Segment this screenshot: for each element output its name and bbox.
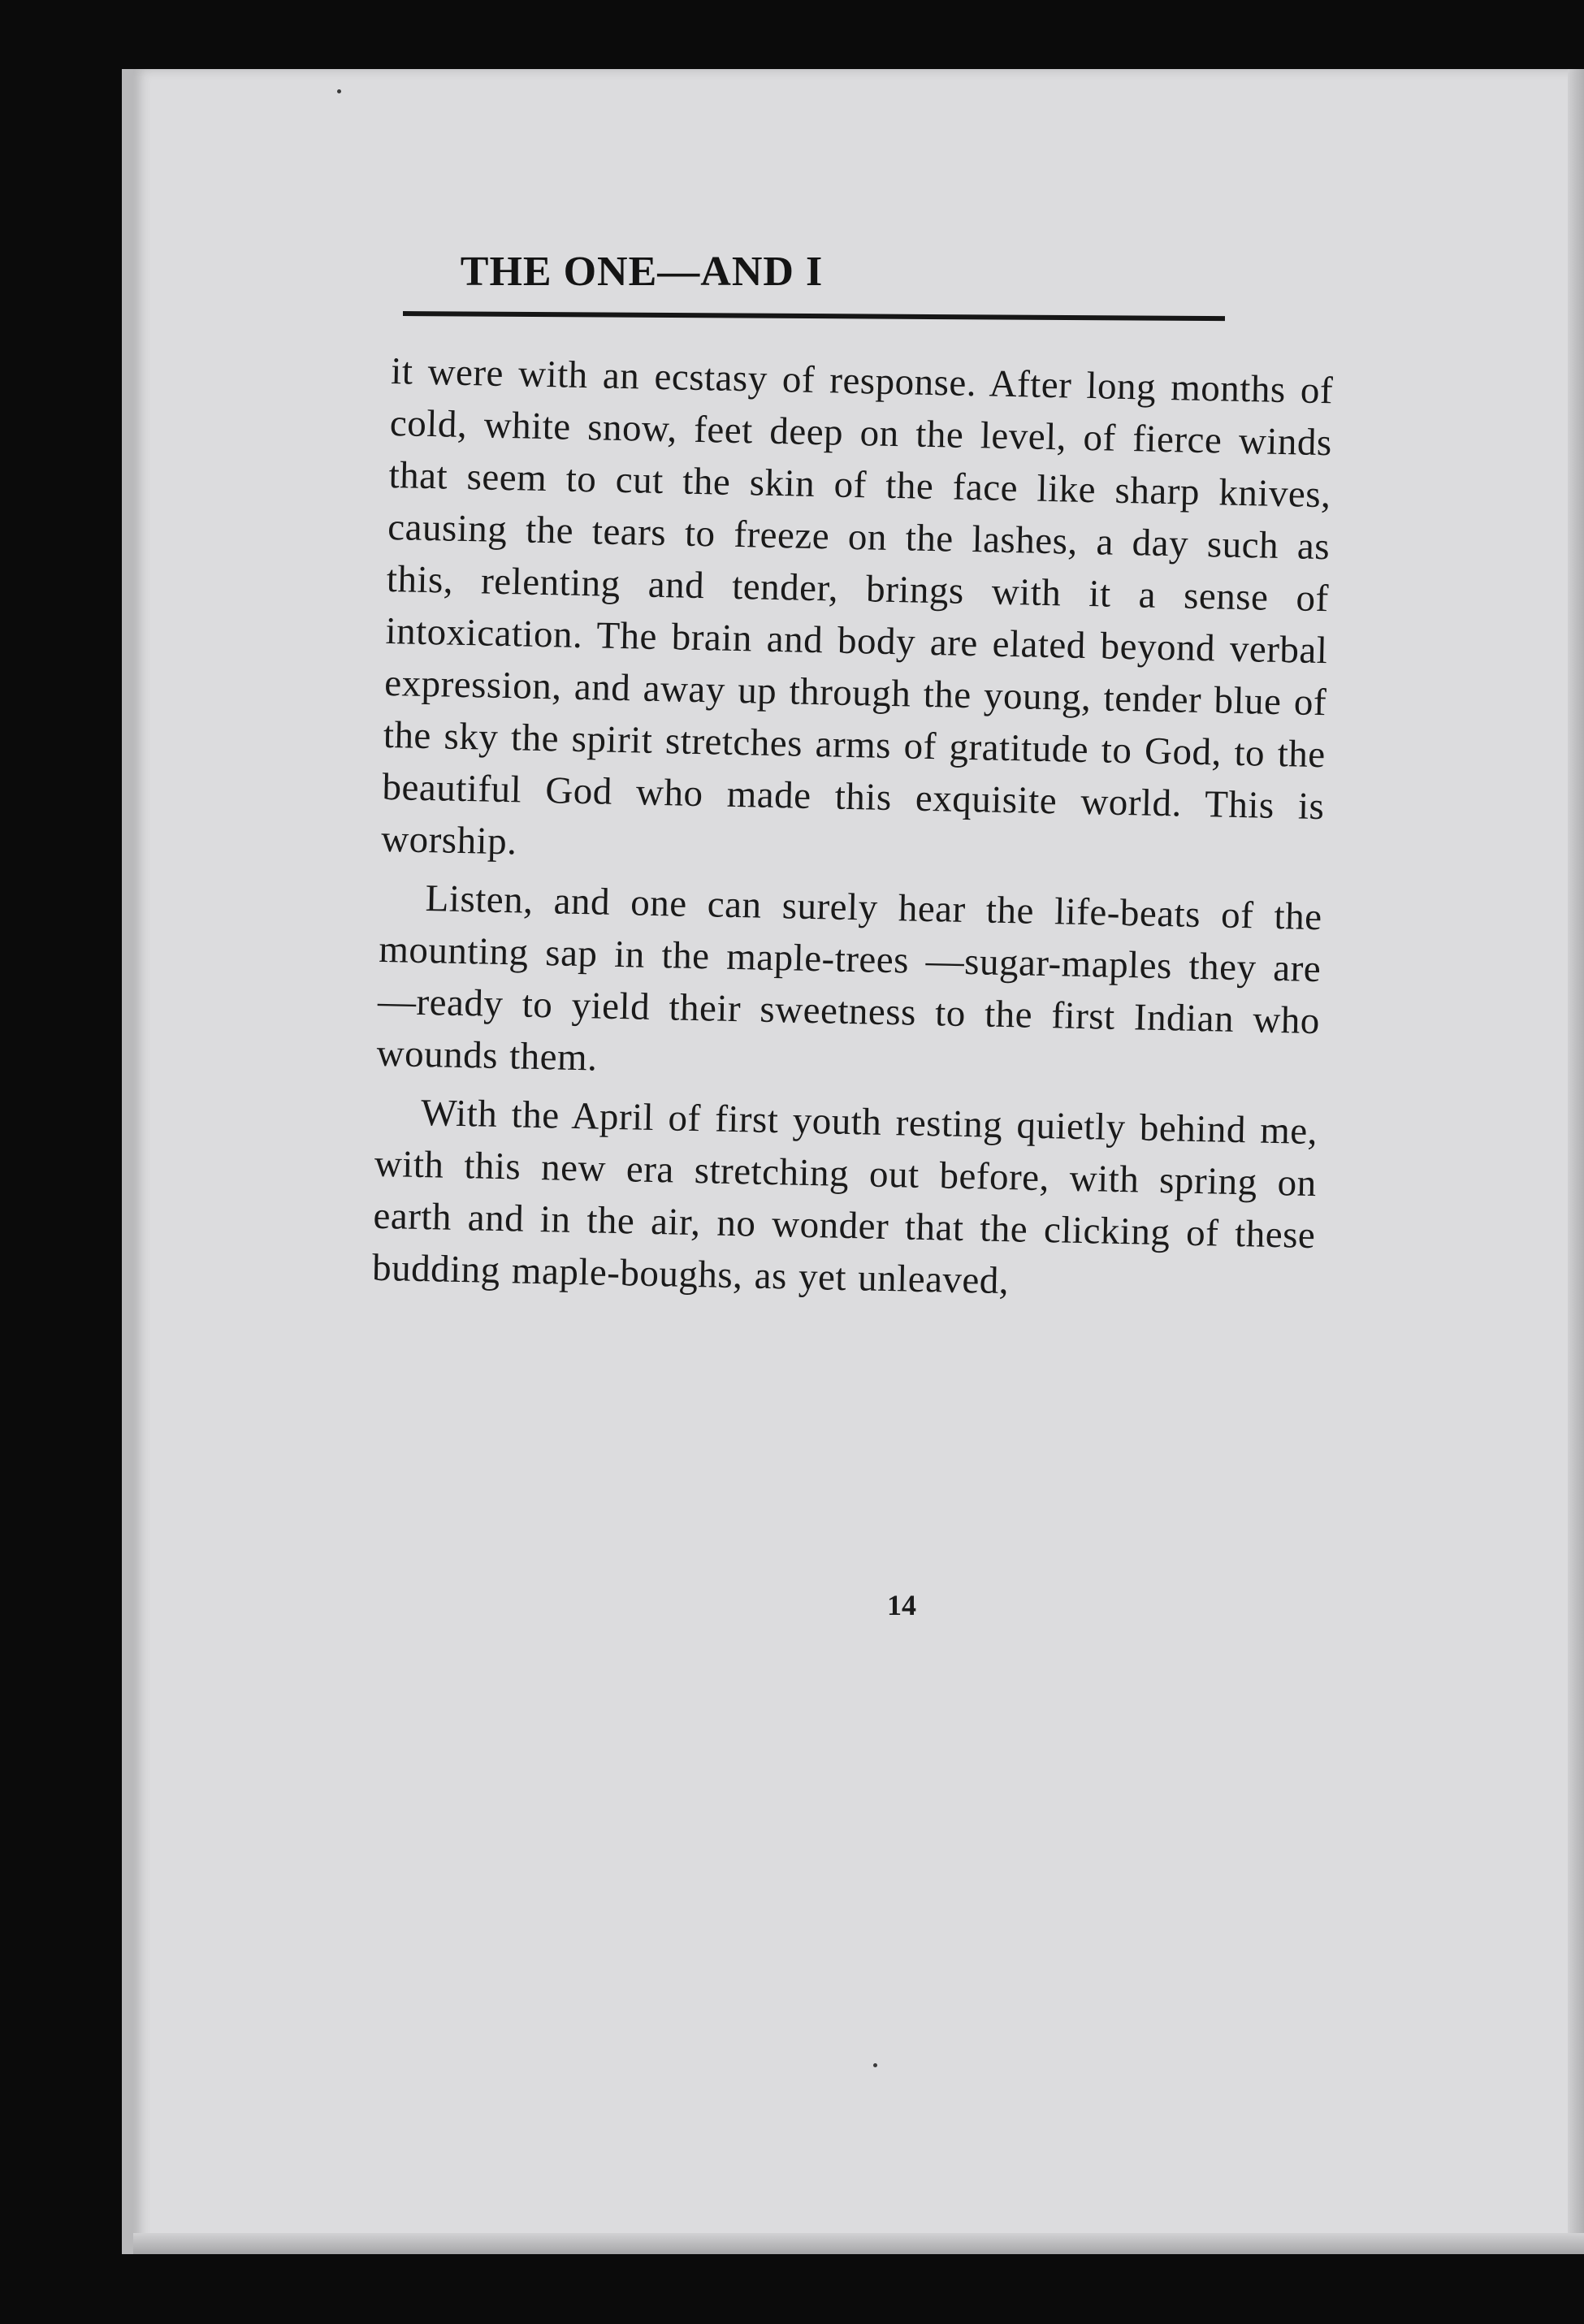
- paragraph-continued: it were with an ecstasy of response. After long months of cold, white snow, feet deep on the level, of fierce winds that seem to cut the skin of the face like sharp knives, causing the tears to freeze on the lashes, a day such as this, relenting and tender, brings with it a sense of intoxication. The brain and body are elated beyond verbal expression, and away up through the young, tender blue of the sky the spirit stretches arms of gratitude to God, to the beautiful God who made this exquisite world. This is worship.: [380, 349, 1334, 863]
- paragraph: Listen, and one can surely hear the life-beats of the mounting sap in the maple-trees —sugar-maples they are—ready to yield their sweetness to the first Indian who wounds them.: [376, 877, 1323, 1080]
- paragraph: With the April of first youth resting quietly behind me, with this new era stretching out before, with spring on earth and in the air, no wonder that the clicking of these budding maple-boughs, as yet unleaved,: [371, 1091, 1318, 1303]
- running-head: THE ONE—AND I: [460, 249, 824, 295]
- dust-speck: [873, 2063, 877, 2067]
- page-edge-bottom: [133, 2233, 1584, 2254]
- page-edge-right: [1568, 69, 1584, 2254]
- page-number: 14: [887, 1589, 916, 1621]
- body-text: [371, 345, 1333, 1320]
- dust-speck: [337, 89, 341, 93]
